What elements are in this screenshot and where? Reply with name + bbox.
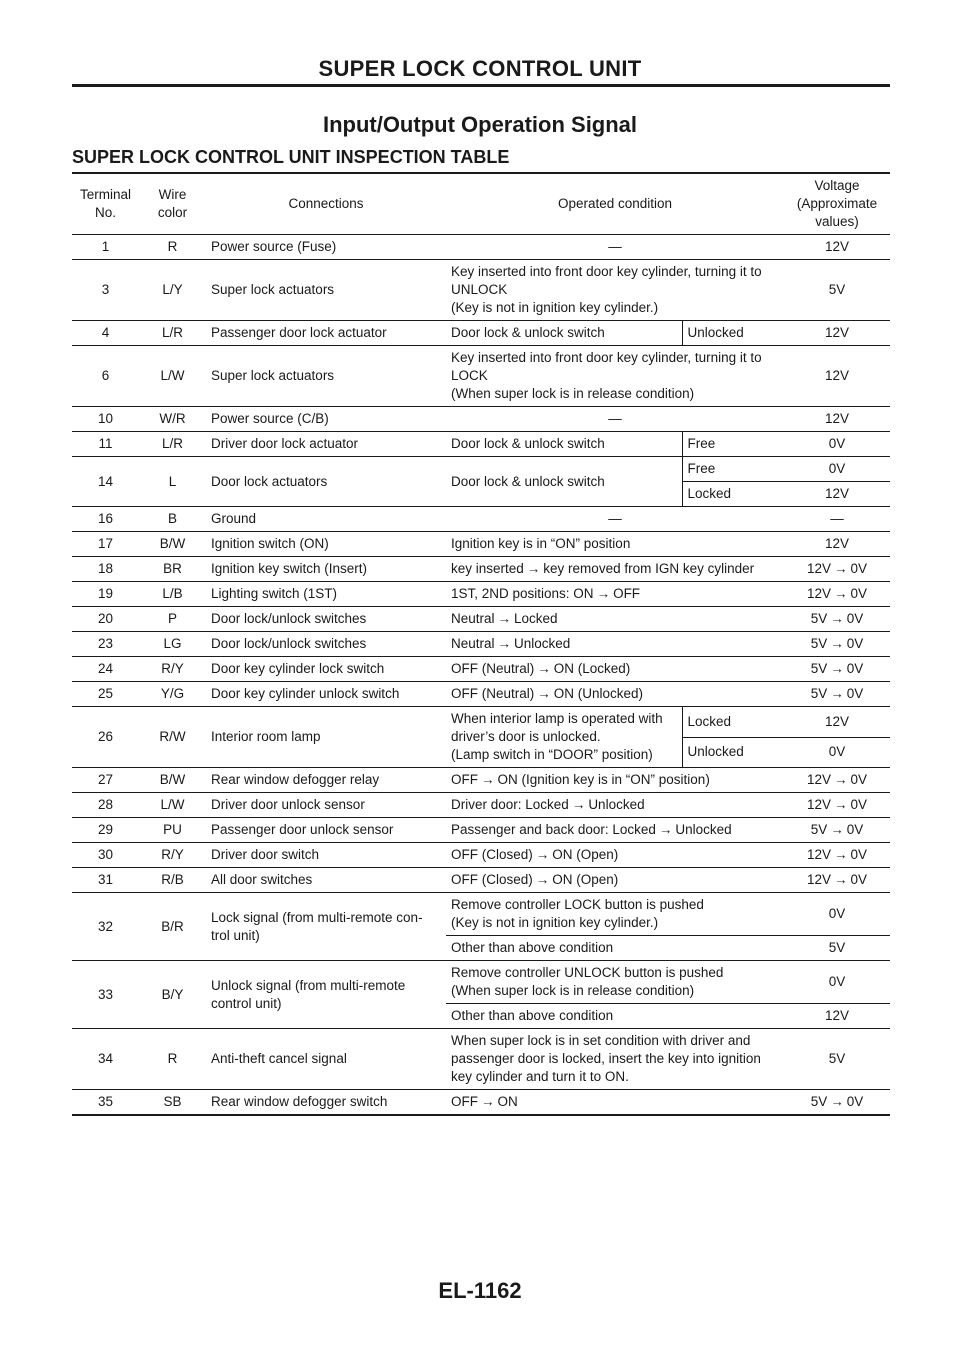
- wire-color: BR: [139, 557, 206, 582]
- voltage: 12V: [784, 407, 890, 432]
- section-title: Input/Output Operation Signal: [322, 112, 638, 137]
- table-row: [72, 818, 890, 843]
- connection: Door lock actuators: [206, 457, 446, 507]
- operated-condition: Driver door: Locked → Unlocked: [446, 793, 784, 818]
- operated-condition: Remove controller LOCK button is pushed (Key is not in ignition key cylinder.): [446, 893, 784, 936]
- voltage: 5V → 0V: [784, 1090, 890, 1116]
- voltage: 5V: [784, 260, 890, 321]
- connection: Interior room lamp: [206, 707, 446, 768]
- operated-condition: Other than above condition: [446, 1004, 784, 1029]
- col-header-wire: Wire color: [139, 173, 206, 235]
- wire-color: PU: [139, 818, 206, 843]
- inspection-table: [72, 172, 890, 1116]
- terminal-no: 35: [72, 1090, 139, 1116]
- connection: Super lock actuators: [206, 260, 446, 321]
- arrow-right-icon: →: [481, 1094, 495, 1109]
- voltage: 0V: [784, 457, 890, 482]
- voltage: 0V: [784, 961, 890, 1004]
- voltage: 0V: [784, 432, 890, 457]
- wire-color: B/W: [139, 768, 206, 793]
- operated-condition: Key inserted into front door key cylinder, turning it to UNLOCK (Key is not in ignition key cylinder.): [446, 260, 784, 321]
- operated-condition: OFF (Neutral) → ON (Locked): [446, 657, 784, 682]
- connection: Door key cylinder lock switch: [206, 657, 446, 682]
- operated-condition: Other than above condition: [446, 936, 784, 961]
- terminal-no: 23: [72, 632, 139, 657]
- table-row: [72, 457, 890, 482]
- voltage: 12V: [784, 532, 890, 557]
- terminal-no: 3: [72, 260, 139, 321]
- connection: Door lock/unlock switches: [206, 607, 446, 632]
- operated-condition: —: [446, 507, 784, 532]
- terminal-no: 11: [72, 432, 139, 457]
- table-row: [72, 260, 890, 321]
- connection: Unlock signal (from multi-remote control unit): [206, 961, 446, 1029]
- col-header-connections: Connections: [206, 173, 446, 235]
- table-row: [72, 707, 890, 738]
- arrow-right-icon: →: [830, 611, 844, 626]
- table-row: [72, 868, 890, 893]
- operated-condition: When interior lamp is operated with driver’s door is unlocked. (Lamp switch in “DOOR” position): [446, 707, 682, 768]
- connection: Driver door lock actuator: [206, 432, 446, 457]
- table-row: [72, 1029, 890, 1090]
- operated-condition: Key inserted into front door key cylinder, turning it to LOCK (When super lock is in release condition): [446, 346, 784, 407]
- terminal-no: 1: [72, 235, 139, 260]
- wire-color: LG: [139, 632, 206, 657]
- table-row: [72, 632, 890, 657]
- connection: Driver door switch: [206, 843, 446, 868]
- col-header-operated: Operated condition: [446, 173, 784, 235]
- arrow-right-icon: →: [834, 586, 848, 601]
- terminal-no: 14: [72, 457, 139, 507]
- wire-color: L/R: [139, 432, 206, 457]
- terminal-no: 18: [72, 557, 139, 582]
- voltage: 12V → 0V: [784, 843, 890, 868]
- table-row: [72, 346, 890, 407]
- operated-sub-condition: Unlocked: [682, 321, 784, 346]
- operated-condition: Door lock & unlock switch: [446, 432, 682, 457]
- wire-color: B/W: [139, 532, 206, 557]
- connection: Rear window defogger relay: [206, 768, 446, 793]
- terminal-no: 27: [72, 768, 139, 793]
- connection: Door lock/unlock switches: [206, 632, 446, 657]
- voltage: 12V → 0V: [784, 793, 890, 818]
- operated-condition: OFF → ON: [446, 1090, 784, 1116]
- table-header-row: [72, 173, 890, 235]
- connection: Ignition switch (ON): [206, 532, 446, 557]
- arrow-right-icon: →: [834, 797, 848, 812]
- page-code: EL-1162: [438, 1278, 522, 1303]
- operated-condition: When super lock is in set condition with driver and passenger door is locked, insert the key into ignition key cylinder and turn it to ON.: [446, 1029, 784, 1090]
- connection: Power source (Fuse): [206, 235, 446, 260]
- arrow-right-icon: →: [830, 822, 844, 837]
- wire-color: R: [139, 235, 206, 260]
- voltage: 12V → 0V: [784, 868, 890, 893]
- terminal-no: 4: [72, 321, 139, 346]
- arrow-right-icon: →: [834, 561, 848, 576]
- operated-condition: Door lock & unlock switch: [446, 457, 682, 507]
- terminal-no: 6: [72, 346, 139, 407]
- connection: Lock signal (from multi-remote con- trol unit): [206, 893, 446, 961]
- wire-color: W/R: [139, 407, 206, 432]
- connection: Super lock actuators: [206, 346, 446, 407]
- wire-color: B/Y: [139, 961, 206, 1029]
- connection: Passenger door lock actuator: [206, 321, 446, 346]
- terminal-no: 19: [72, 582, 139, 607]
- voltage: 0V: [784, 737, 890, 768]
- voltage: 12V → 0V: [784, 768, 890, 793]
- operated-condition: Neutral → Locked: [446, 607, 784, 632]
- table-row: [72, 607, 890, 632]
- wire-color: R/W: [139, 707, 206, 768]
- table-row: [72, 507, 890, 532]
- terminal-no: 32: [72, 893, 139, 961]
- table-row: [72, 407, 890, 432]
- connection: Passenger door unlock sensor: [206, 818, 446, 843]
- connection: Door key cylinder unlock switch: [206, 682, 446, 707]
- wire-color: R/B: [139, 868, 206, 893]
- arrow-right-icon: →: [526, 561, 541, 576]
- wire-color: L/Y: [139, 260, 206, 321]
- page-header-title: SUPER LOCK CONTROL UNIT: [318, 56, 642, 81]
- wire-color: L/B: [139, 582, 206, 607]
- voltage: 5V → 0V: [784, 818, 890, 843]
- wire-color: B: [139, 507, 206, 532]
- connection: Power source (C/B): [206, 407, 446, 432]
- wire-color: L/W: [139, 793, 206, 818]
- table-title: SUPER LOCK CONTROL UNIT INSPECTION TABLE: [72, 147, 510, 167]
- operated-condition: OFF → ON (Ignition key is in “ON” position): [446, 768, 784, 793]
- col-header-terminal: Terminal No.: [72, 173, 139, 235]
- operated-condition: Neutral → Unlocked: [446, 632, 784, 657]
- operated-sub-condition: Locked: [682, 707, 784, 738]
- table-row: [72, 768, 890, 793]
- operated-sub-condition: Locked: [682, 482, 784, 507]
- arrow-right-icon: →: [830, 661, 844, 676]
- operated-condition: OFF (Closed) → ON (Open): [446, 868, 784, 893]
- operated-sub-condition: Free: [682, 457, 784, 482]
- wire-color: L/R: [139, 321, 206, 346]
- col-header-voltage: Voltage (Approximate values): [784, 173, 890, 235]
- voltage: 5V → 0V: [784, 657, 890, 682]
- voltage: 12V → 0V: [784, 582, 890, 607]
- voltage: —: [784, 507, 890, 532]
- voltage: 12V: [784, 346, 890, 407]
- wire-color: R/Y: [139, 843, 206, 868]
- arrow-right-icon: →: [596, 586, 611, 601]
- voltage: 5V → 0V: [784, 607, 890, 632]
- voltage: 5V: [784, 936, 890, 961]
- arrow-right-icon: →: [537, 686, 551, 701]
- terminal-no: 24: [72, 657, 139, 682]
- operated-condition: key inserted → key removed from IGN key cylinder: [446, 557, 784, 582]
- arrow-right-icon: →: [830, 1094, 844, 1109]
- wire-color: Y/G: [139, 682, 206, 707]
- table-row: [72, 657, 890, 682]
- arrow-right-icon: →: [535, 847, 550, 862]
- terminal-no: 25: [72, 682, 139, 707]
- voltage: 12V: [784, 321, 890, 346]
- table-row: [72, 557, 890, 582]
- arrow-right-icon: →: [497, 636, 512, 651]
- table-row: [72, 682, 890, 707]
- connection: Ignition key switch (Insert): [206, 557, 446, 582]
- arrow-right-icon: →: [481, 772, 495, 787]
- terminal-no: 10: [72, 407, 139, 432]
- table-row: [72, 532, 890, 557]
- wire-color: B/R: [139, 893, 206, 961]
- connection: Ground: [206, 507, 446, 532]
- operated-condition: Ignition key is in “ON” position: [446, 532, 784, 557]
- voltage: 12V → 0V: [784, 557, 890, 582]
- arrow-right-icon: →: [830, 686, 844, 701]
- terminal-no: 28: [72, 793, 139, 818]
- arrow-right-icon: →: [834, 872, 848, 887]
- voltage: 12V: [784, 707, 890, 738]
- voltage: 5V → 0V: [784, 632, 890, 657]
- arrow-right-icon: →: [497, 611, 512, 626]
- terminal-no: 33: [72, 961, 139, 1029]
- voltage: 5V: [784, 1029, 890, 1090]
- table-row: [72, 793, 890, 818]
- operated-condition: —: [446, 407, 784, 432]
- wire-color: SB: [139, 1090, 206, 1116]
- table-row: [72, 961, 890, 1004]
- voltage: 12V: [784, 235, 890, 260]
- arrow-right-icon: →: [834, 772, 848, 787]
- connection: All door switches: [206, 868, 446, 893]
- arrow-right-icon: →: [571, 797, 586, 812]
- operated-condition: 1ST, 2ND positions: ON → OFF: [446, 582, 784, 607]
- terminal-no: 17: [72, 532, 139, 557]
- operated-condition: Passenger and back door: Locked → Unlocked: [446, 818, 784, 843]
- arrow-right-icon: →: [658, 822, 673, 837]
- table-row: [72, 321, 890, 346]
- table-row: [72, 582, 890, 607]
- operated-condition: OFF (Neutral) → ON (Unlocked): [446, 682, 784, 707]
- terminal-no: 31: [72, 868, 139, 893]
- table-row: [72, 235, 890, 260]
- terminal-no: 30: [72, 843, 139, 868]
- header-rule: [72, 84, 890, 87]
- operated-condition: —: [446, 235, 784, 260]
- voltage: 5V → 0V: [784, 682, 890, 707]
- terminal-no: 26: [72, 707, 139, 768]
- operated-condition: Remove controller UNLOCK button is pushed (When super lock is in release condition): [446, 961, 784, 1004]
- operated-sub-condition: Free: [682, 432, 784, 457]
- inspection-table-container: [72, 172, 890, 1116]
- operated-condition: Door lock & unlock switch: [446, 321, 682, 346]
- connection: Lighting switch (1ST): [206, 582, 446, 607]
- wire-color: L: [139, 457, 206, 507]
- operated-condition: OFF (Closed) → ON (Open): [446, 843, 784, 868]
- table-row: [72, 893, 890, 936]
- connection: Anti-theft cancel signal: [206, 1029, 446, 1090]
- wire-color: R: [139, 1029, 206, 1090]
- table-row: [72, 843, 890, 868]
- arrow-right-icon: →: [834, 847, 848, 862]
- terminal-no: 20: [72, 607, 139, 632]
- table-row: [72, 432, 890, 457]
- wire-color: R/Y: [139, 657, 206, 682]
- voltage: 0V: [784, 893, 890, 936]
- terminal-no: 34: [72, 1029, 139, 1090]
- connection: Rear window defogger switch: [206, 1090, 446, 1116]
- terminal-no: 16: [72, 507, 139, 532]
- voltage: 12V: [784, 482, 890, 507]
- operated-sub-condition: Unlocked: [682, 737, 784, 768]
- wire-color: L/W: [139, 346, 206, 407]
- terminal-no: 29: [72, 818, 139, 843]
- wire-color: P: [139, 607, 206, 632]
- table-row: [72, 1090, 890, 1116]
- arrow-right-icon: →: [537, 661, 551, 676]
- connection: Driver door unlock sensor: [206, 793, 446, 818]
- arrow-right-icon: →: [830, 636, 844, 651]
- arrow-right-icon: →: [535, 872, 550, 887]
- voltage: 12V: [784, 1004, 890, 1029]
